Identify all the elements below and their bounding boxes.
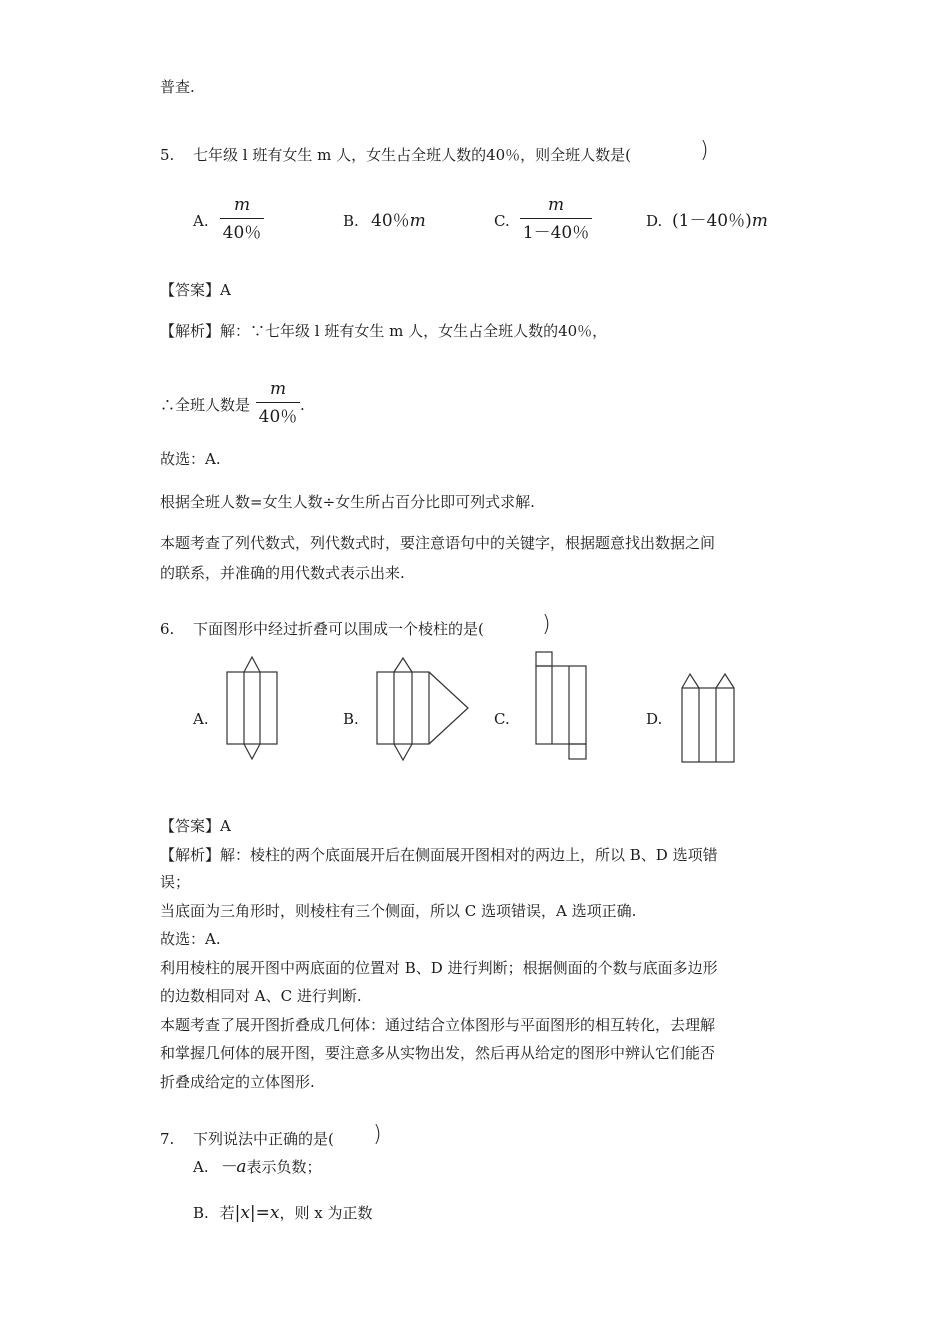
q5-therefore-denominator: 40％	[258, 407, 298, 427]
q6-analysis-line-2: 误；	[160, 873, 191, 891]
q5-option-d-text: (1－40％)	[672, 211, 752, 231]
intro-tail: 普查.	[160, 78, 195, 96]
q5-option-b-value	[371, 210, 426, 232]
net-triangle-base	[244, 657, 260, 672]
q5-therefore: ∴全班人数是	[160, 396, 251, 414]
q6-option-b-label: B.	[343, 710, 359, 728]
q6-answer: 【答案】A	[160, 817, 231, 835]
q5-option-d-var: m	[751, 211, 768, 231]
q6-analysis-line-3: 当底面为三角形时，则棱柱有三个侧面，所以 C 选项错误，A 选项正确.	[160, 902, 637, 920]
q5-option-b-var: m	[409, 211, 426, 231]
q5-option-c-numerator: m	[547, 195, 565, 215]
q5-answer: 【答案】A	[160, 281, 231, 299]
q5-choose: 故选：A.	[160, 450, 221, 468]
net-face	[536, 666, 586, 744]
q6-stem: 下面图形中经过折叠可以围成一个棱柱的是(	[193, 620, 484, 638]
net-triangle-side	[429, 672, 468, 744]
q6-option-c-label: C.	[494, 710, 510, 728]
net-triangle-base	[244, 744, 260, 759]
q7-option-b-pre: 若	[219, 1204, 235, 1222]
q5-stem: 七年级 l 班有女生 m 人，女生占全班人数的40％，则全班人数是(	[193, 146, 632, 164]
q7-option-a	[193, 1156, 322, 1178]
q7-option-a-text: 表示负数；	[246, 1158, 322, 1176]
q6-method-line-1: 利用棱柱的展开图中两底面的位置对 B、D 进行判断；根据侧面的个数与底面多边形	[160, 959, 718, 977]
q5-option-b-label: B.	[343, 212, 359, 230]
q5-number: 5.	[160, 146, 175, 164]
net-square-base	[536, 652, 552, 666]
q5-option-c-denominator: 1－40％	[522, 223, 590, 243]
net-triangle-base	[682, 674, 699, 688]
q7-option-b-label: B.	[193, 1204, 209, 1222]
q5-option-a-fraction	[220, 194, 264, 244]
net-square-base	[569, 744, 586, 759]
q5-analysis-lead: 【解析】解：∵七年级 l 班有女生 m 人，女生占全班人数的40％，	[160, 322, 608, 340]
q6-choose: 故选：A.	[160, 930, 221, 948]
q6-option-b-net	[372, 654, 474, 766]
q5-method: 根据全班人数=女生人数÷女生所占百分比即可列式求解.	[160, 493, 535, 511]
q6-number: 6.	[160, 620, 175, 638]
fraction-bar	[520, 218, 592, 219]
q6-analysis-line-1: 【解析】解：棱柱的两个底面展开后在侧面展开图相对的两边上，所以 B、D 选项错	[160, 846, 718, 864]
fraction-bar	[256, 402, 300, 403]
net-triangle-base	[716, 674, 734, 688]
q6-comment-line-1: 本题考查了展开图折叠成几何体：通过结合立体图形与平面图形的相互转化，去理解	[160, 1016, 716, 1034]
q5-therefore-end: .	[300, 396, 305, 414]
q6-option-a-label: A.	[193, 710, 209, 728]
q5-therefore-numerator: m	[269, 379, 287, 399]
net-face	[377, 672, 429, 744]
q7-option-a-math: －a	[219, 1157, 247, 1177]
q6-option-d-label: D.	[646, 710, 663, 728]
net-face	[227, 672, 277, 744]
q5-option-d-label: D.	[646, 212, 663, 230]
q5-option-a-denominator: 40％	[222, 223, 262, 243]
q7-option-b-math: |x|=x	[234, 1203, 280, 1223]
q5-comment-line-1: 本题考查了列代数式，列代数式时，要注意语句中的关键字，根据题意找出数据之间	[160, 534, 716, 552]
q7-option-a-label: A.	[193, 1158, 209, 1176]
q6-option-a-net	[222, 654, 284, 766]
q5-option-d-value	[672, 210, 768, 232]
net-face	[682, 688, 734, 762]
q7-option-b	[193, 1202, 372, 1224]
q5-therefore-fraction	[256, 378, 300, 428]
q6-option-d-net	[678, 668, 738, 768]
q6-comment-line-3: 折叠成给定的立体图形.	[160, 1073, 315, 1091]
q7-option-b-text: ，则 x 为正数	[279, 1204, 373, 1222]
q6-method-line-2: 的边数相同对 A、C 进行判断.	[160, 987, 362, 1005]
q7-stem-close: )	[373, 1122, 382, 1147]
q6-comment-line-2: 和掌握几何体的展开图，要注意多从实物出发，然后再从给定的图形中辨认它们能否	[160, 1044, 716, 1062]
net-triangle-base	[394, 744, 412, 760]
net-triangle-base	[394, 658, 412, 672]
q7-number: 7.	[160, 1130, 175, 1148]
q7-stem: 下列说法中正确的是(	[193, 1130, 334, 1148]
q5-option-c-fraction	[520, 194, 592, 244]
q5-stem-close: )	[700, 138, 709, 163]
fraction-bar	[220, 218, 264, 219]
q5-option-a-numerator: m	[233, 195, 251, 215]
q6-option-c-net	[530, 648, 592, 764]
q5-option-b-text: 40％	[371, 211, 410, 231]
q6-stem-close: )	[542, 612, 551, 637]
q5-option-c-label: C.	[494, 212, 510, 230]
q5-comment-line-2: 的联系，并准确的用代数式表示出来.	[160, 564, 405, 582]
q5-option-a-label: A.	[193, 212, 209, 230]
